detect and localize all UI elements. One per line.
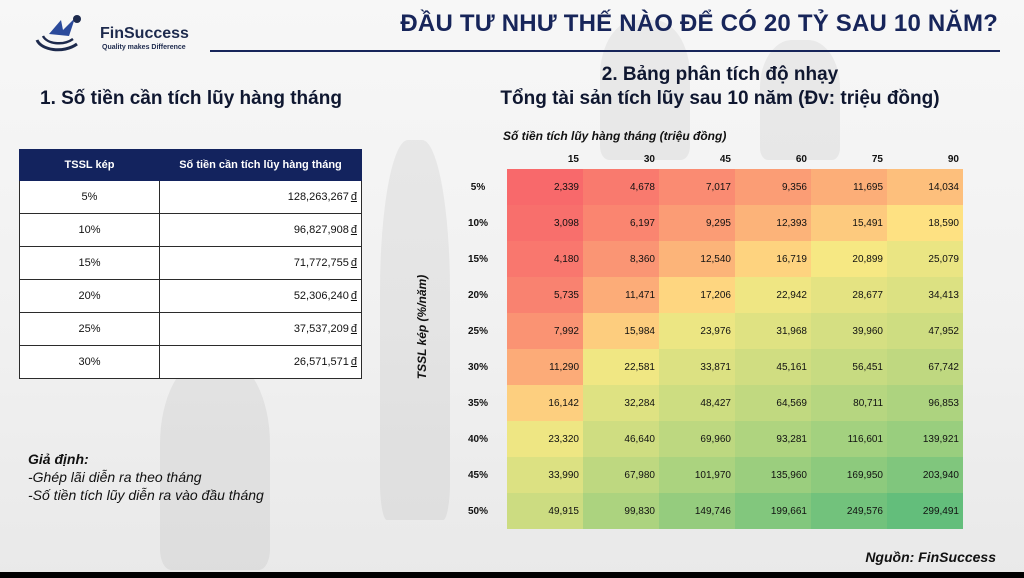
table-row [20, 346, 362, 379]
sensitivity-cell: 299,491 [887, 493, 963, 529]
sensitivity-cell: 16,142 [507, 385, 583, 421]
sensitivity-cell: 47,952 [887, 313, 963, 349]
sensitivity-row [440, 169, 963, 205]
sensitivity-cell: 23,976 [659, 313, 735, 349]
sensitivity-cell: 7,992 [507, 313, 583, 349]
column-axis-caption: Số tiền tích lũy hàng tháng (triệu đồng) [503, 129, 727, 143]
amount-value: 71,772,755 [293, 257, 349, 269]
currency-symbol: đ [350, 257, 357, 269]
rate-cell: 15% [20, 247, 160, 280]
header-divider [210, 50, 1000, 52]
sensitivity-cell: 49,915 [507, 493, 583, 529]
row-label: 10% [467, 217, 488, 229]
table-row [20, 280, 362, 313]
amount-cell [160, 280, 362, 313]
sensitivity-cell: 9,295 [659, 205, 735, 241]
row-label: 5% [470, 181, 486, 193]
row-label: 50% [467, 505, 488, 517]
sensitivity-cell: 11,471 [583, 277, 659, 313]
rate-column-header: TSSL kép [20, 150, 160, 181]
sensitivity-cell: 20,899 [811, 241, 887, 277]
amount-cell [160, 181, 362, 214]
section2-subtitle: Tổng tài sản tích lũy sau 10 năm (Đv: triệu đồng) [500, 88, 940, 109]
sensitivity-cell: 139,921 [887, 421, 963, 457]
rate-cell: 20% [20, 280, 160, 313]
assumptions [28, 450, 264, 504]
sensitivity-cell: 101,970 [659, 457, 735, 493]
assumption-item: -Số tiền tích lũy diễn ra vào đầu tháng [28, 487, 264, 503]
sensitivity-cell: 22,942 [735, 277, 811, 313]
sensitivity-cell: 48,427 [659, 385, 735, 421]
sensitivity-cell: 17,206 [659, 277, 735, 313]
column-header: 75 [871, 153, 883, 165]
sensitivity-cell: 12,540 [659, 241, 735, 277]
bottom-bar [0, 572, 1024, 578]
sensitivity-cell: 6,197 [583, 205, 659, 241]
table-row [20, 247, 362, 280]
sensitivity-cell: 69,960 [659, 421, 735, 457]
sensitivity-cell: 11,290 [507, 349, 583, 385]
sensitivity-cell: 99,830 [583, 493, 659, 529]
amount-value: 26,571,571 [293, 356, 349, 368]
sensitivity-cell: 18,590 [887, 205, 963, 241]
sensitivity-cell: 203,940 [887, 457, 963, 493]
amount-cell [160, 247, 362, 280]
finsuccess-logo-icon [33, 14, 95, 54]
sensitivity-cell: 16,719 [735, 241, 811, 277]
rate-cell: 5% [20, 181, 160, 214]
sensitivity-cell: 14,034 [887, 169, 963, 205]
sensitivity-row [440, 385, 963, 421]
sensitivity-cell: 23,320 [507, 421, 583, 457]
brand-tagline: Quality makes Difference [102, 44, 186, 51]
amount-column-header: Số tiền cần tích lũy hàng tháng [160, 150, 362, 181]
sensitivity-cell: 39,960 [811, 313, 887, 349]
amount-cell [160, 214, 362, 247]
table-row [20, 181, 362, 214]
sensitivity-cell: 4,180 [507, 241, 583, 277]
sensitivity-header-row [440, 149, 963, 169]
currency-symbol: đ [350, 290, 357, 302]
column-header: 90 [947, 153, 959, 165]
sensitivity-cell: 5,735 [507, 277, 583, 313]
row-label: 40% [467, 433, 488, 445]
corner-cell [440, 149, 507, 169]
sensitivity-cell: 28,677 [811, 277, 887, 313]
sensitivity-table [440, 149, 963, 529]
column-header: 60 [795, 153, 807, 165]
sensitivity-cell: 9,356 [735, 169, 811, 205]
currency-symbol: đ [350, 323, 357, 335]
sensitivity-cell: 7,017 [659, 169, 735, 205]
sensitivity-cell: 34,413 [887, 277, 963, 313]
sensitivity-cell: 15,491 [811, 205, 887, 241]
rate-cell: 10% [20, 214, 160, 247]
sensitivity-cell: 45,161 [735, 349, 811, 385]
rate-cell: 25% [20, 313, 160, 346]
column-header: 45 [719, 153, 731, 165]
row-label: 20% [467, 289, 488, 301]
assumptions-heading: Giả định: [28, 451, 89, 467]
sensitivity-row [440, 241, 963, 277]
sensitivity-cell: 46,640 [583, 421, 659, 457]
currency-symbol: đ [350, 191, 357, 203]
sensitivity-cell: 67,980 [583, 457, 659, 493]
sensitivity-cell: 25,079 [887, 241, 963, 277]
amount-value: 128,263,267 [287, 191, 349, 203]
sensitivity-cell: 33,990 [507, 457, 583, 493]
sensitivity-cell: 56,451 [811, 349, 887, 385]
sensitivity-cell: 135,960 [735, 457, 811, 493]
sensitivity-cell: 22,581 [583, 349, 659, 385]
section1-title: 1. Số tiền cần tích lũy hàng tháng [40, 88, 342, 109]
sensitivity-cell: 11,695 [811, 169, 887, 205]
sensitivity-row [440, 277, 963, 313]
table-header-row [20, 150, 362, 181]
sensitivity-cell: 2,339 [507, 169, 583, 205]
sensitivity-cell: 32,284 [583, 385, 659, 421]
table-row [20, 313, 362, 346]
brand-name: FinSuccess [100, 25, 189, 42]
assumption-item: -Ghép lãi diễn ra theo tháng [28, 469, 202, 485]
sensitivity-row [440, 349, 963, 385]
row-axis-caption: TSSL kép (%/năm) [415, 274, 429, 380]
amount-value: 52,306,240 [293, 290, 349, 302]
section2-title: 2. Bảng phân tích độ nhạy [601, 64, 839, 85]
sensitivity-cell: 64,569 [735, 385, 811, 421]
amount-value: 37,537,209 [293, 323, 349, 335]
amount-cell [160, 313, 362, 346]
sensitivity-row [440, 493, 963, 529]
sensitivity-cell: 31,968 [735, 313, 811, 349]
column-header: 15 [567, 153, 579, 165]
sensitivity-cell: 93,281 [735, 421, 811, 457]
sensitivity-row [440, 421, 963, 457]
sensitivity-cell: 12,393 [735, 205, 811, 241]
sensitivity-cell: 33,871 [659, 349, 735, 385]
column-header: 30 [643, 153, 655, 165]
row-label: 35% [467, 397, 488, 409]
sensitivity-cell: 3,098 [507, 205, 583, 241]
amount-cell [160, 346, 362, 379]
row-label: 45% [467, 469, 488, 481]
rate-cell: 30% [20, 346, 160, 379]
sensitivity-cell: 169,950 [811, 457, 887, 493]
source-note: Nguồn: FinSuccess [865, 549, 996, 565]
currency-symbol: đ [350, 224, 357, 236]
row-label: 25% [467, 325, 488, 337]
sensitivity-cell: 80,711 [811, 385, 887, 421]
sensitivity-cell: 199,661 [735, 493, 811, 529]
sensitivity-row [440, 313, 963, 349]
monthly-savings-table [19, 149, 362, 379]
sensitivity-cell: 116,601 [811, 421, 887, 457]
currency-symbol: đ [350, 356, 357, 368]
sensitivity-cell: 4,678 [583, 169, 659, 205]
sensitivity-cell: 67,742 [887, 349, 963, 385]
sensitivity-cell: 149,746 [659, 493, 735, 529]
header [0, 0, 1024, 62]
row-label: 30% [467, 361, 488, 373]
sensitivity-cell: 8,360 [583, 241, 659, 277]
page-title: ĐẦU TƯ NHƯ THẾ NÀO ĐỂ CÓ 20 TỶ SAU 10 NĂM? [400, 10, 998, 37]
sensitivity-cell: 15,984 [583, 313, 659, 349]
table-row [20, 214, 362, 247]
sensitivity-row [440, 205, 963, 241]
sensitivity-row [440, 457, 963, 493]
amount-value: 96,827,908 [293, 224, 349, 236]
row-label: 15% [467, 253, 488, 265]
sensitivity-cell: 96,853 [887, 385, 963, 421]
sensitivity-cell: 249,576 [811, 493, 887, 529]
